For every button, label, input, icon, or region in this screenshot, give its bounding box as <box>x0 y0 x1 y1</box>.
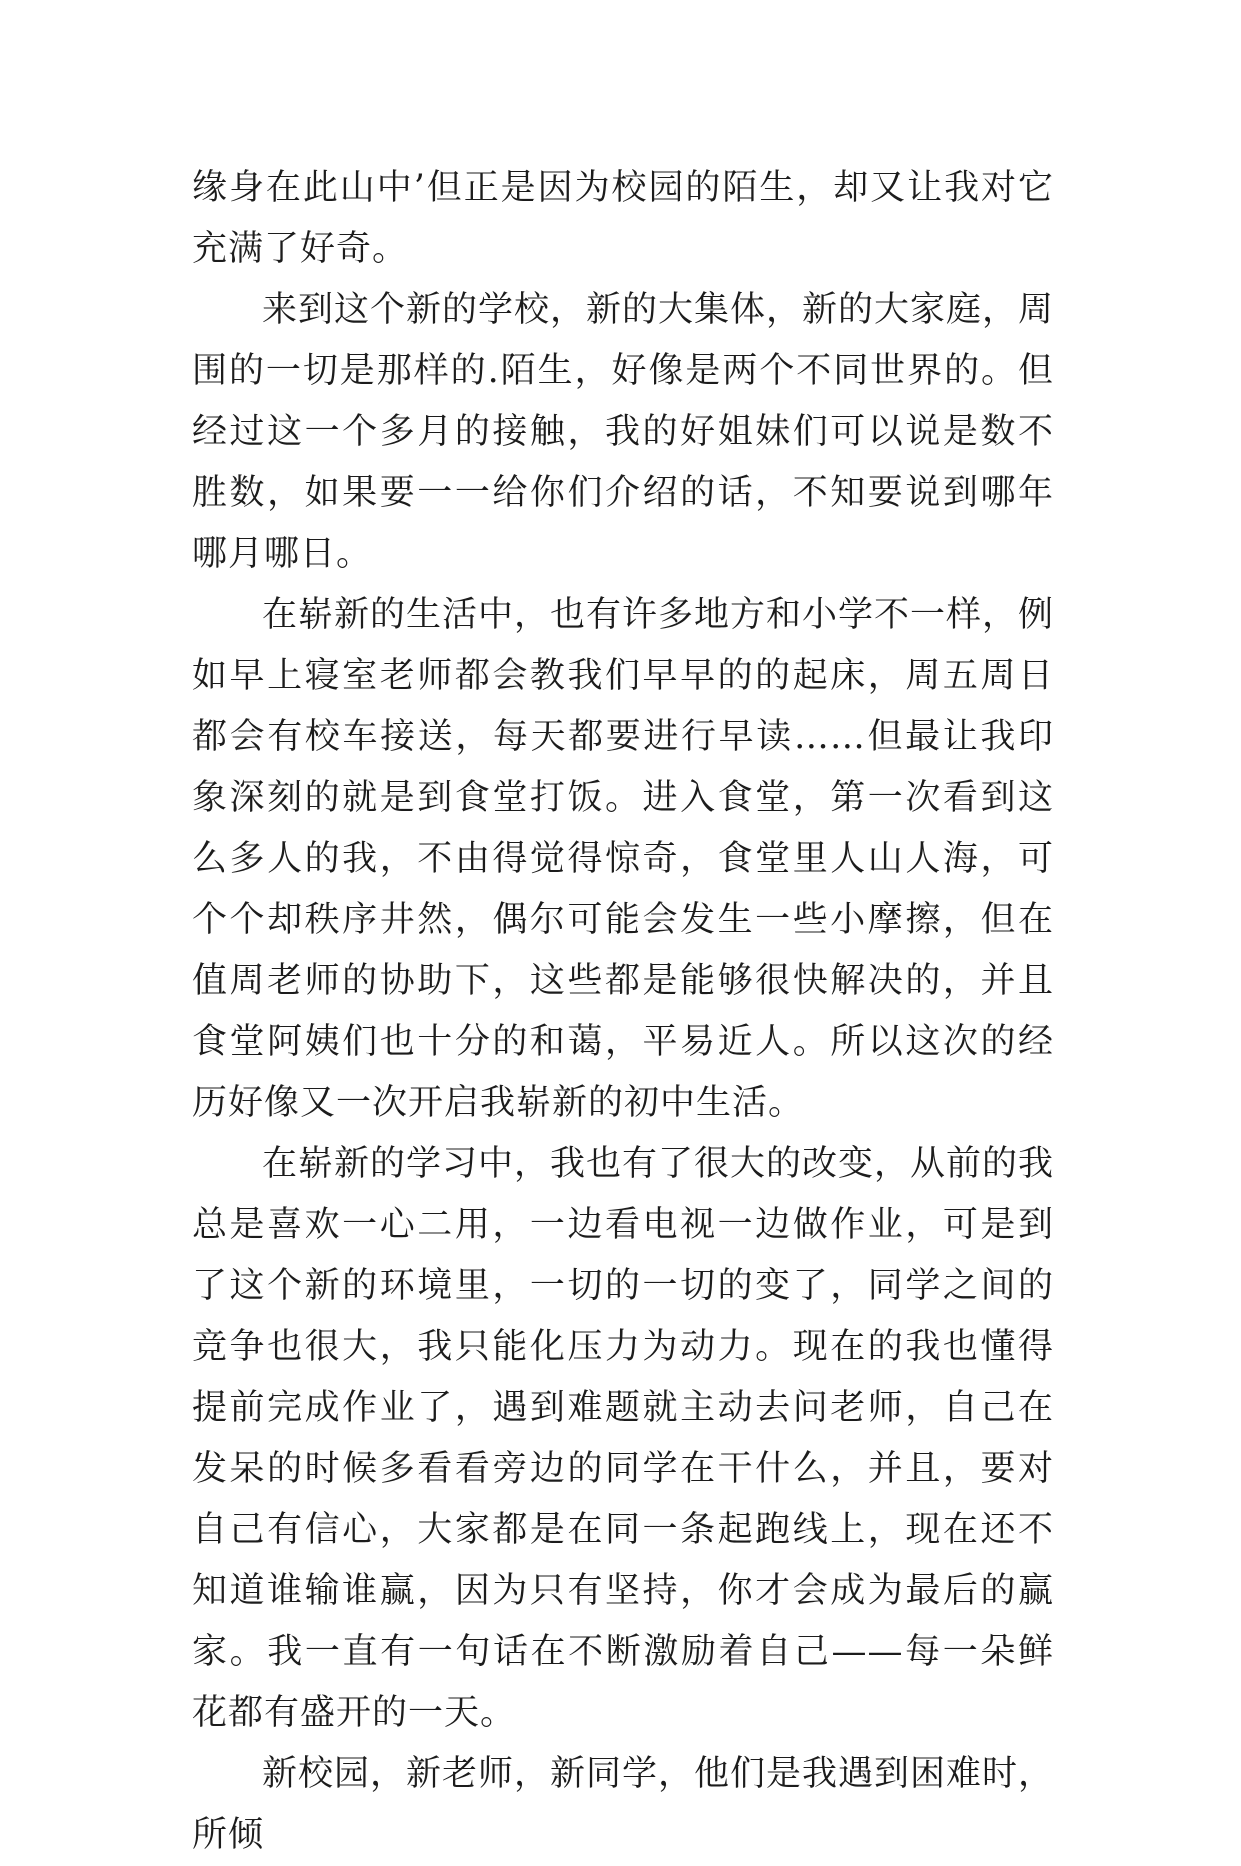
paragraph-2: 来到这个新的学校，新的大集体，新的大家庭，周围的一切是那样的.陌生，好像是两个不同世界的。但经过这一个多月的接触，我的好姐妹们可以说是数不胜数，如果要一一给你们介绍的话，不知要说到哪年哪月哪日。 <box>192 290 1055 574</box>
paragraph-4: 在崭新的学习中，我也有了很大的改变，从前的我总是喜欢一心二用，一边看电视一边做作业，可是到了这个新的环境里，一切的一切的变了，同学之间的竞争也很大，我只能化压力为动力。现在的我也懂得提前完成作业了，遇到难题就主动去问老师，自己在发呆的时候多看看旁边的同学在干什么，并且，要对自己有信心，大家都是在同一条起跑线上，现在还不知道谁输谁赢，因为只有坚持，你才会成为最后的赢家。我一直有一句话在不断激励着自己——每一朵鲜花都有盛开的一天。 <box>192 1144 1055 1733</box>
paragraph-3: 在崭新的生活中，也有许多地方和小学不一样，例如早上寝室老师都会教我们早早的的起床，周五周日都会有校车接送，每天都要进行早读……但最让我印象深刻的就是到食堂打饭。进入食堂，第一次看到这么多人的我，不由得觉得惊奇，食堂里人山人海，可个个却秩序井然，偶尔可能会发生一些小摩擦，但在值周老师的协助下，这些都是能够很快解决的，并且食堂阿姨们也十分的和蔼，平易近人。所以这次的经历好像又一次开启我崭新的初中生活。 <box>192 595 1055 1123</box>
paragraph-5: 新校园，新老师，新同学，他们是我遇到困难时，所倾 <box>192 1754 1055 1855</box>
body-text <box>192 158 1054 1866</box>
paragraph-1: 缘身在此山中’但正是因为校园的陌生，却又让我对它充满了好奇。 <box>192 168 1054 269</box>
